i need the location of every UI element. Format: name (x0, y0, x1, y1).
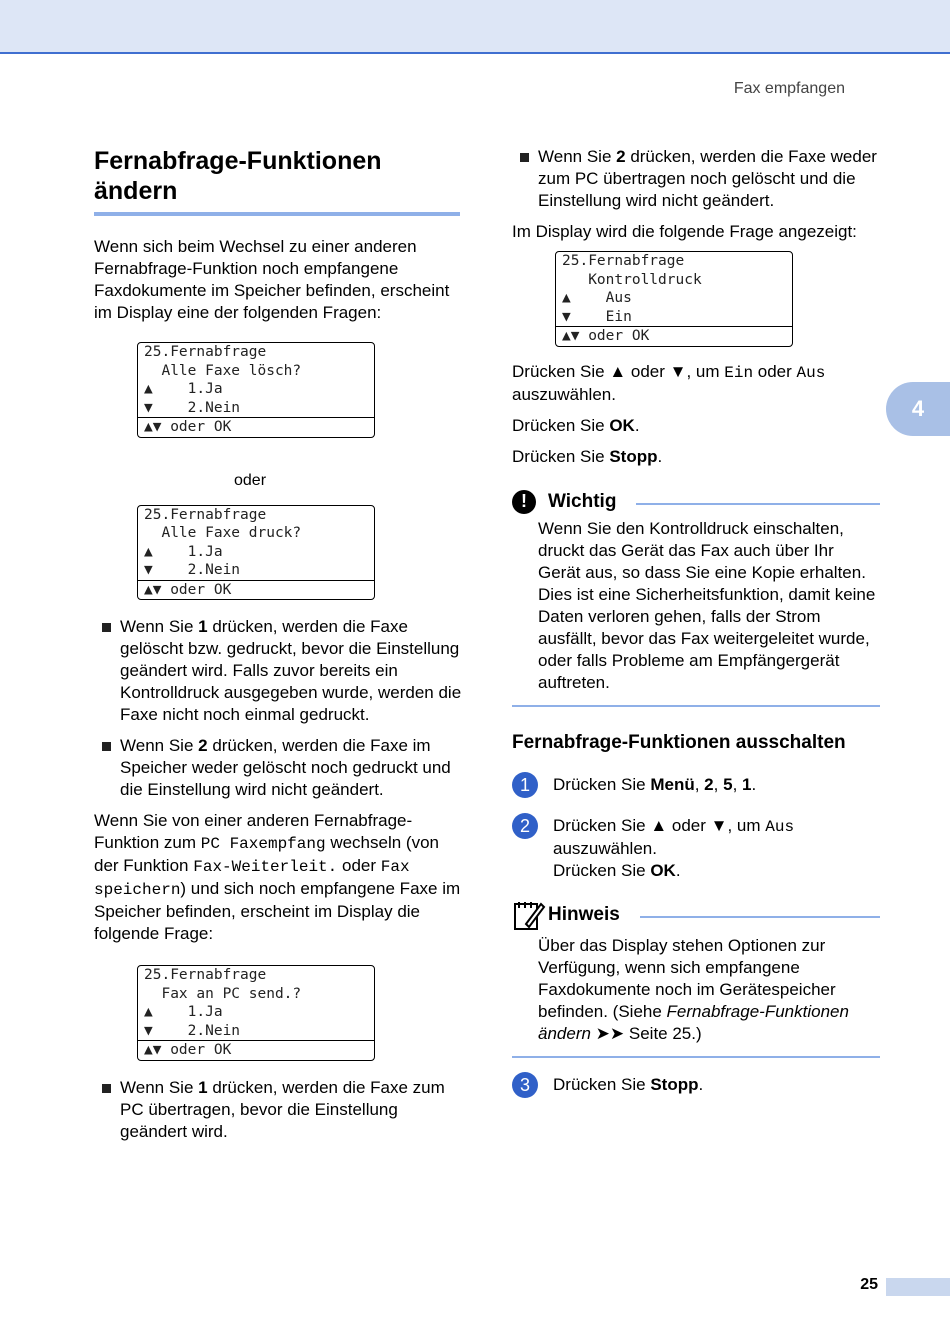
text: . (634, 415, 640, 435)
important-line (636, 503, 880, 505)
lcd-display-loeschen (137, 342, 375, 438)
lcd-term: Aus (796, 363, 826, 382)
text: , (732, 774, 743, 794)
text: drücken, werden die Faxe weder zum PC übertragen noch gelöscht und die Einstellung wird nicht geändert. (538, 147, 877, 210)
text: Wenn Sie (120, 736, 199, 755)
lcd-display-kontrolldruck (555, 251, 793, 347)
text: Wenn Sie von einer anderen Fernabfrage-Funktion zum (94, 811, 413, 852)
page-number-bar (886, 1278, 950, 1296)
left-column (94, 146, 464, 1143)
key-stopp: Stopp (609, 446, 658, 466)
lcd-line: 25.Fernabfrage (144, 967, 267, 983)
step-1 (512, 774, 880, 796)
bullet-item (94, 616, 464, 726)
key-stopp: Stopp (650, 1074, 699, 1094)
step-3 (512, 1074, 880, 1096)
text: , (713, 774, 724, 794)
lcd-display-drucken (137, 505, 375, 601)
section-title: Fernabfrage-Funktionen ändern (94, 147, 382, 205)
lcd-term: Fax-Weiterleit. (193, 858, 338, 876)
key-1: 1 (198, 617, 208, 636)
lcd-line: 25.Fernabfrage (562, 253, 685, 269)
lcd-line: ▲ 1.Ja (144, 381, 223, 397)
lcd-line: ▲ Aus (562, 290, 632, 306)
hint-box (512, 898, 880, 1058)
lcd-line: ▲▼ oder OK (556, 326, 792, 346)
key-ok: OK (609, 415, 635, 435)
instruction-stopp (512, 446, 880, 468)
text: Wenn Sie (120, 617, 199, 636)
text: . (751, 774, 757, 794)
text: oder (337, 856, 381, 875)
key-1: 1 (742, 774, 752, 794)
text: drücken, werden die Faxe im Speicher weder gelöscht noch gedruckt und die Einstellung wird nicht geändert. (120, 736, 451, 799)
text: Wenn Sie (538, 147, 617, 166)
text: oder (753, 361, 797, 381)
text: Drücken Sie (553, 860, 651, 880)
hint-title: Hinweis (548, 903, 620, 925)
key-menu: Menü (650, 774, 695, 794)
key-5: 5 (723, 774, 733, 794)
text: Über das Display stehen Optionen zur Verfügung, wenn sich empfangene Faxdokumente noch im Gerätespeicher befinden. (Siehe (538, 935, 836, 1021)
hint-rule (512, 1056, 880, 1058)
important-rule (512, 705, 880, 707)
lcd-line: 25.Fernabfrage (144, 344, 267, 360)
step-2 (512, 815, 880, 882)
page-number: 25 (860, 1276, 878, 1293)
important-box (512, 490, 880, 707)
lcd-line: ▼ Ein (562, 308, 632, 325)
instruction-ok (512, 415, 880, 437)
bullet-square-icon (520, 153, 529, 162)
text: ) und sich noch empfangene Faxe im Speicher befinden, erscheint im Display die folgende Frage: (94, 879, 461, 943)
lcd-line: ▲▼ oder OK (138, 1040, 374, 1060)
display-question: Im Display wird die folgende Frage angezeigt: (512, 222, 857, 241)
right-column (512, 146, 880, 1096)
key-2: 2 (616, 147, 626, 166)
header-bar (0, 0, 950, 54)
text: Wenn Sie (120, 1077, 199, 1097)
cross-reference-link[interactable]: Fernabfrage-Funktionen ändern (538, 1001, 849, 1043)
bullet-item (94, 1077, 464, 1143)
text: Drücken Sie (512, 446, 610, 466)
lcd-term: Fax speichern (94, 858, 410, 899)
text: Drücken Sie ▲ oder ▼, um (553, 815, 766, 835)
key-2: 2 (704, 774, 714, 794)
text: wechseln (von der Funktion (94, 833, 439, 875)
lcd-line: ▲ 1.Ja (144, 543, 223, 560)
notepad-icon (512, 898, 546, 932)
lcd-line: ▲▼ oder OK (138, 580, 374, 600)
text: drücken, werden die Faxe gelöscht bzw. gedruckt, bevor die Einstellung geändert wird. Falls zuvor bereits ein Kontrolldruck ausgegeben wurde, werden die Faxe nicht noch einmal gedruckt. (120, 617, 462, 724)
lcd-term: Aus (765, 817, 795, 836)
running-head: Fax empfangen (733, 80, 845, 97)
text: , (694, 774, 705, 794)
bullet-item (94, 735, 464, 801)
important-body: Wenn Sie den Kontrolldruck einschalten, druckt das Gerät das Fax auch über Ihr Gerät aus, so dass Sie eine Kopie erhalten. Dies ist eine Sicherheitsfunktion, damit keine Daten verloren gehen, falls der Strom ausfällt, bevor das Fax weitergeleitet wurde, oder falls Probleme am Empfängergerät auftreten. (538, 518, 876, 692)
key-ok: OK (650, 860, 676, 880)
text: Drücken Sie (553, 774, 651, 794)
step-number-icon: 3 (512, 1072, 538, 1098)
text: Drücken Sie ▲ oder ▼, um (512, 361, 725, 381)
bullet-item (512, 146, 880, 212)
important-title: Wichtig (548, 490, 617, 512)
instruction-select (512, 361, 880, 406)
text: auszuwählen. (512, 384, 616, 404)
hint-body (512, 935, 880, 1045)
lcd-line: Fax an PC send.? (144, 985, 302, 1002)
text: . (675, 860, 681, 880)
important-header (512, 490, 880, 514)
bullet-square-icon (102, 623, 111, 632)
lcd-line: Alle Faxe druck? (144, 525, 302, 541)
step-number-icon: 1 (512, 772, 538, 798)
title-underline (94, 212, 460, 216)
text: auszuwählen. (553, 838, 657, 858)
oder-label: oder (234, 471, 267, 489)
bullet-square-icon (102, 742, 111, 751)
warning-icon: ! (512, 490, 536, 514)
lcd-line: 25.Fernabfrage (144, 506, 267, 523)
lcd-line: ▼ 2.Nein (144, 399, 241, 416)
text: ➤➤ Seite 25.) (590, 1023, 702, 1043)
step-number-icon: 2 (512, 813, 538, 839)
text: Drücken Sie (553, 1074, 651, 1094)
lcd-display-pc-senden (137, 965, 375, 1061)
lcd-line: ▲▼ oder OK (138, 417, 374, 437)
intro-paragraph: Wenn sich beim Wechsel zu einer anderen Fernabfrage-Funktion noch empfangene Faxdokumente im Speicher befinden, erscheint im Display eine der folgenden Fragen: (94, 237, 450, 322)
lcd-line: Kontrolldruck (562, 271, 702, 288)
subsection-title: Fernabfrage-Funktionen ausschalten (512, 731, 846, 753)
key-2: 2 (198, 736, 208, 755)
key-1: 1 (198, 1077, 208, 1097)
bullet-square-icon (102, 1084, 111, 1093)
text: drücken, werden die Faxe zum PC übertragen, bevor die Einstellung geändert wird. (120, 1077, 445, 1141)
lcd-line: Alle Faxe lösch? (144, 362, 302, 379)
hint-header (512, 898, 880, 932)
text: Drücken Sie (512, 415, 610, 435)
lcd-term: PC Faxempfang (200, 835, 326, 853)
text: . (657, 446, 663, 466)
text: . (698, 1074, 704, 1094)
hint-line (640, 916, 880, 918)
lcd-line: ▲ 1.Ja (144, 1004, 223, 1020)
switch-paragraph (94, 810, 464, 945)
lcd-line: ▼ 2.Nein (144, 1022, 241, 1039)
chapter-tab: 4 (886, 382, 950, 436)
lcd-term: Ein (724, 363, 754, 382)
lcd-line: ▼ 2.Nein (144, 562, 241, 578)
